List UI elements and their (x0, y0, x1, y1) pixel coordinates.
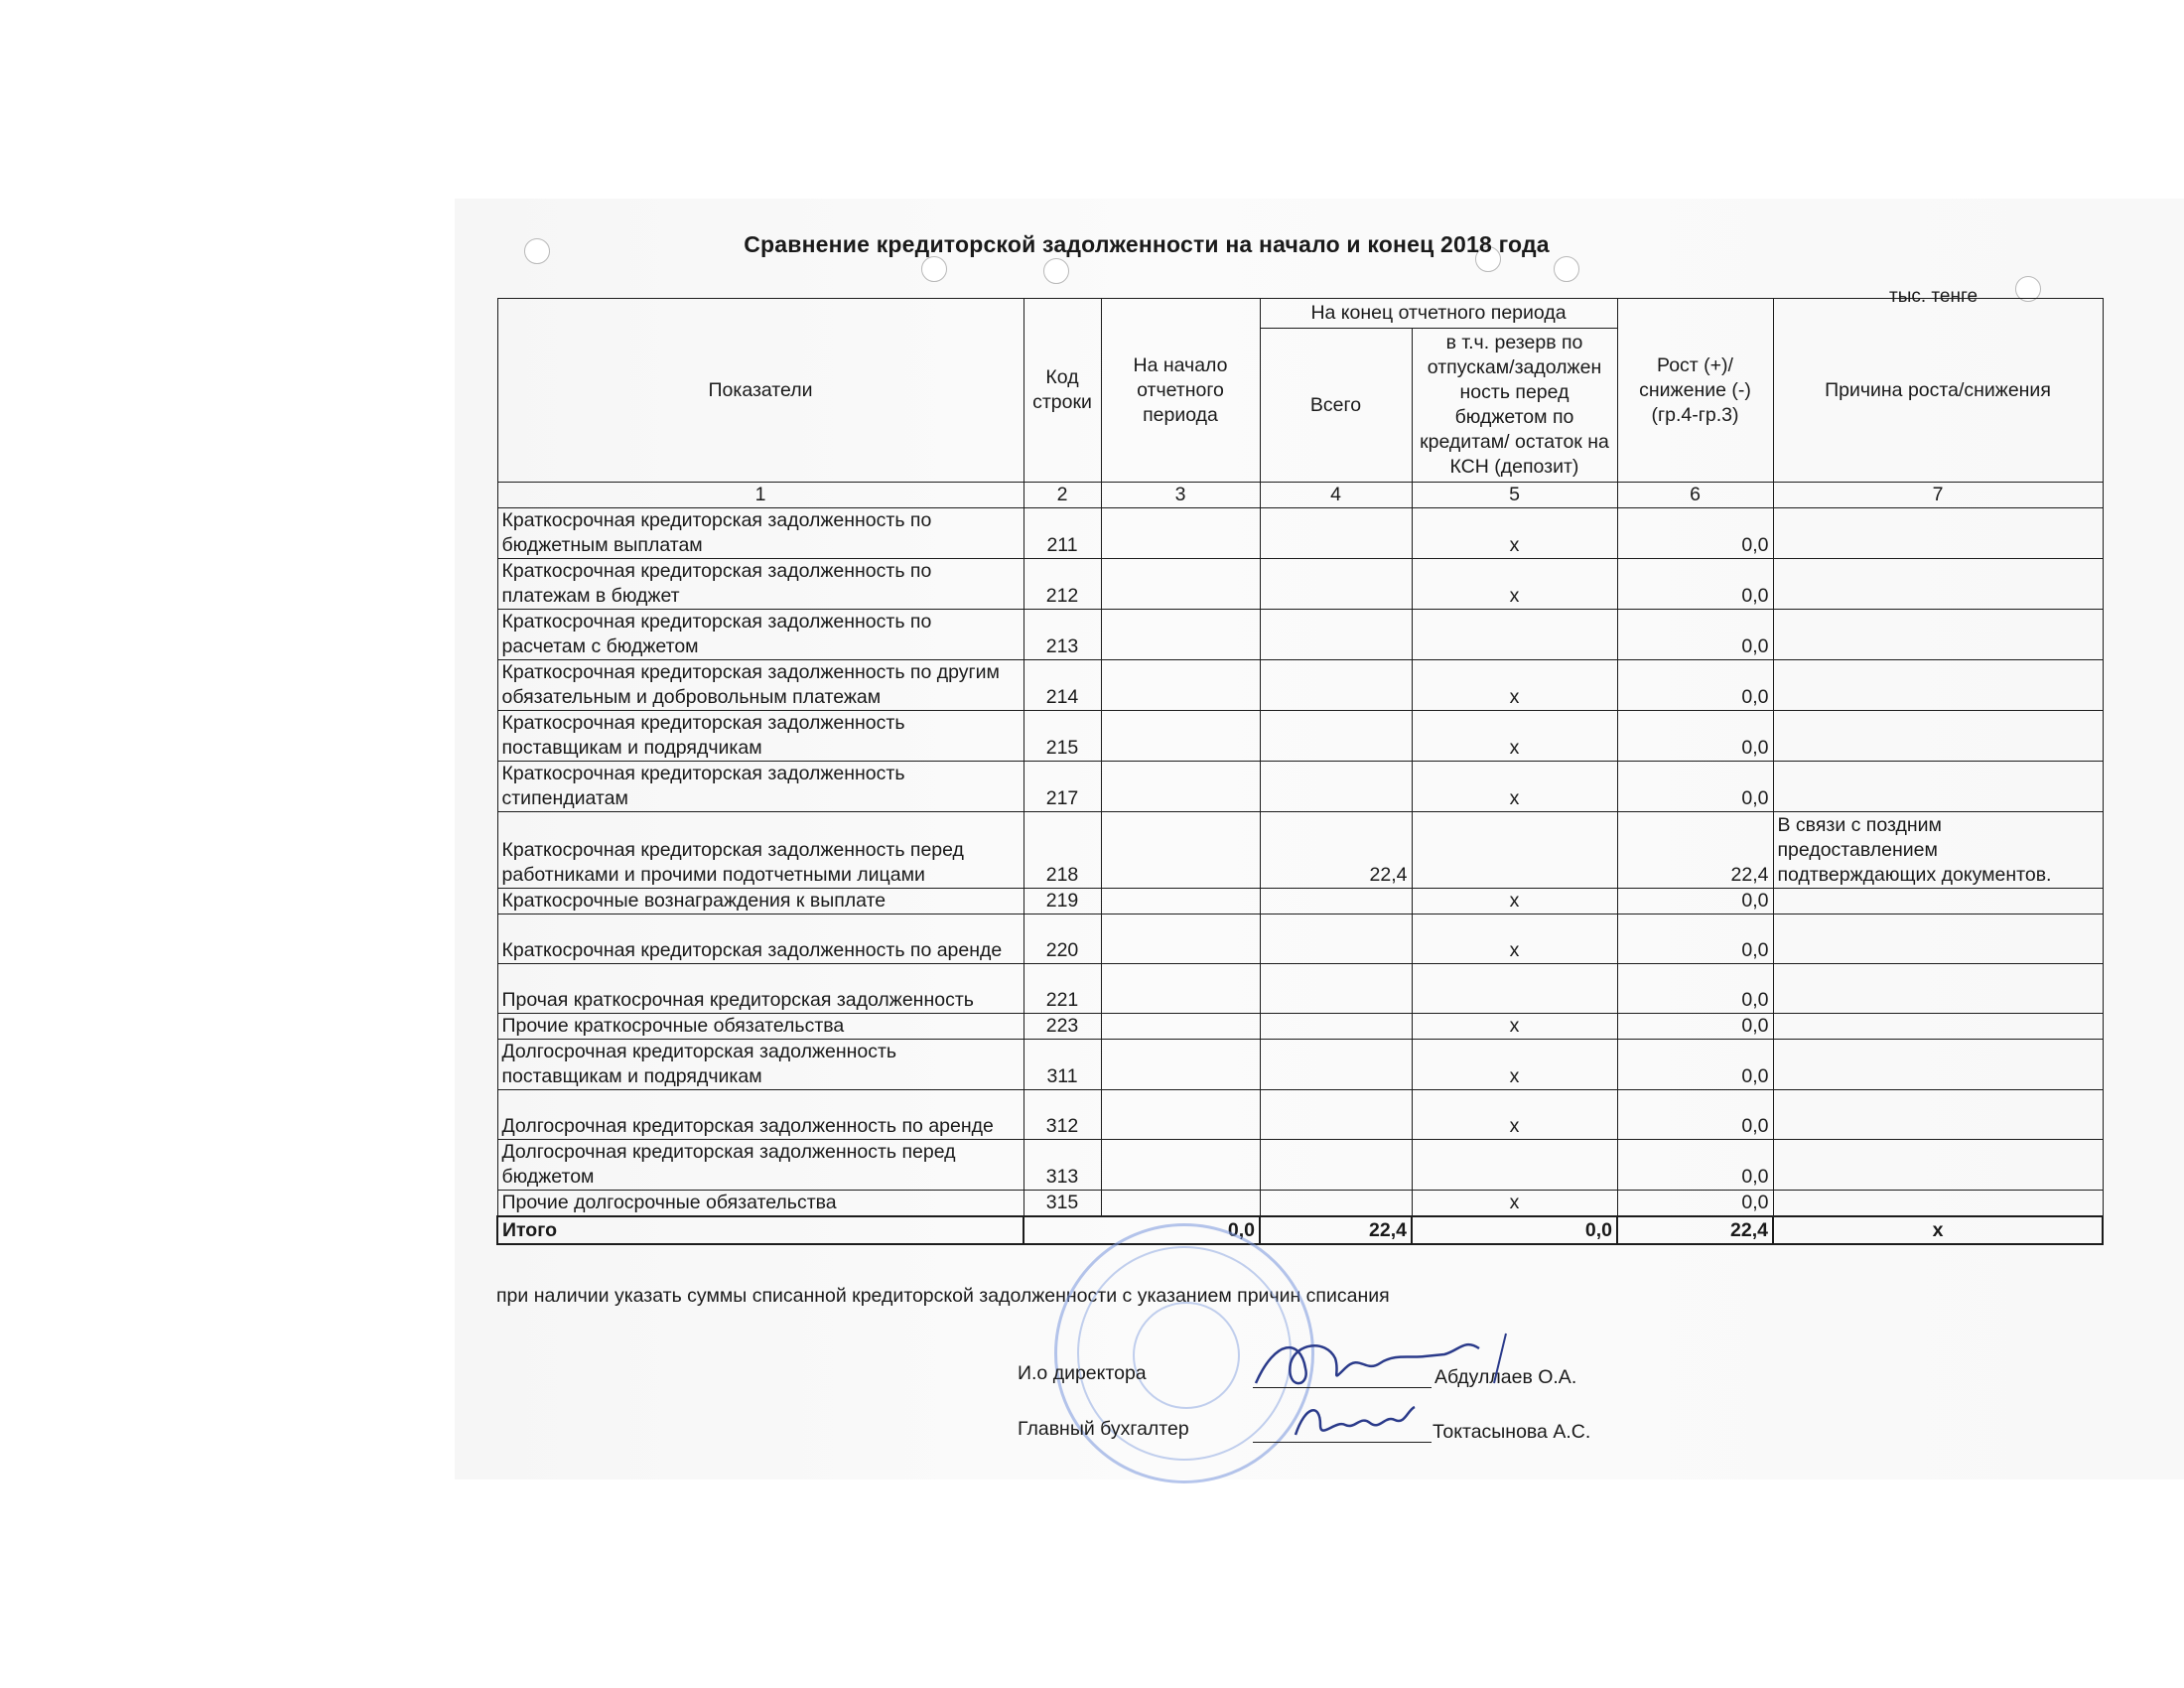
row-reason (1773, 964, 2103, 1014)
row-code: 212 (1024, 559, 1101, 610)
row-start (1101, 1090, 1260, 1140)
row-reserve: x (1412, 914, 1617, 964)
row-start (1101, 889, 1260, 914)
row-change: 0,0 (1617, 1014, 1773, 1040)
row-reserve: x (1412, 660, 1617, 711)
row-code: 223 (1024, 1014, 1101, 1040)
row-reason (1773, 508, 2103, 559)
row-code: 311 (1024, 1040, 1101, 1090)
row-change: 0,0 (1617, 914, 1773, 964)
row-change: 0,0 (1617, 1090, 1773, 1140)
footnote: при наличии указать суммы списанной кредиторской задолженности с указанием причин списания (496, 1285, 1390, 1307)
header-change: Рост (+)/ снижение (-) (гр.4-гр.3) (1617, 299, 1773, 483)
row-end-total (1260, 508, 1412, 559)
row-start (1101, 1040, 1260, 1090)
row-name: Прочие краткосрочные обязательства (497, 1014, 1024, 1040)
row-code: 219 (1024, 889, 1101, 914)
row-end-total: 22,4 (1260, 812, 1412, 889)
accountant-role: Главный бухгалтер (1018, 1418, 1189, 1440)
row-start (1101, 964, 1260, 1014)
column-number: 5 (1412, 483, 1617, 508)
table-row (497, 762, 2103, 812)
seal-emblem (1133, 1302, 1240, 1409)
row-start (1101, 1140, 1260, 1191)
row-name: Краткосрочная кредиторская задолженность по расчетам с бюджетом (497, 610, 1024, 660)
row-reserve: x (1412, 1191, 1617, 1217)
row-code: 315 (1024, 1191, 1101, 1217)
row-change: 0,0 (1617, 1140, 1773, 1191)
report-table-container (496, 298, 2102, 1245)
row-reason (1773, 889, 2103, 914)
row-end-total (1260, 610, 1412, 660)
header-reason: Причина роста/снижения (1773, 299, 2103, 483)
row-start (1101, 1014, 1260, 1040)
table-row (497, 610, 2103, 660)
row-reason (1773, 660, 2103, 711)
row-code: 221 (1024, 964, 1101, 1014)
table-row (497, 889, 2103, 914)
total-row (497, 1216, 2103, 1244)
row-code: 217 (1024, 762, 1101, 812)
column-number-row (497, 483, 2103, 508)
table-row (497, 508, 2103, 559)
row-end-total (1260, 1140, 1412, 1191)
row-end-total (1260, 711, 1412, 762)
row-name: Краткосрочная кредиторская задолженность по другим обязательным и добровольным платежам (497, 660, 1024, 711)
total-label: Итого (497, 1216, 1024, 1244)
row-name: Долгосрочная кредиторская задолженность поставщикам и подрядчикам (497, 1040, 1024, 1090)
table-row (497, 964, 2103, 1014)
row-end-total (1260, 660, 1412, 711)
report-table (496, 298, 2104, 1245)
header-start: На начало отчетного периода (1101, 299, 1260, 483)
row-code: 218 (1024, 812, 1101, 889)
row-name: Краткосрочная кредиторская задолженность поставщикам и подрядчикам (497, 711, 1024, 762)
header-end-reserve: в т.ч. резерв по отпускам/задолжен ность перед бюджетом по кредитам/ остаток на КСН (депозит) (1412, 329, 1617, 483)
column-number: 3 (1101, 483, 1260, 508)
row-reason (1773, 914, 2103, 964)
row-name: Прочие долгосрочные обязательства (497, 1191, 1024, 1217)
row-change: 22,4 (1617, 812, 1773, 889)
row-reason (1773, 762, 2103, 812)
row-change: 0,0 (1617, 1191, 1773, 1217)
table-row (497, 1140, 2103, 1191)
row-change: 0,0 (1617, 711, 1773, 762)
row-start (1101, 1191, 1260, 1217)
row-code: 215 (1024, 711, 1101, 762)
row-start (1101, 610, 1260, 660)
row-reserve: x (1412, 762, 1617, 812)
director-role: И.о директора (1018, 1362, 1147, 1384)
row-change: 0,0 (1617, 889, 1773, 914)
row-name: Долгосрочная кредиторская задолженность перед бюджетом (497, 1140, 1024, 1191)
row-name: Краткосрочная кредиторская задолженность по платежам в бюджет (497, 559, 1024, 610)
table-row (497, 660, 2103, 711)
row-reason (1773, 559, 2103, 610)
units-label: тыс. тенге (1889, 286, 1979, 307)
accountant-name: Токтасынова А.С. (1433, 1421, 1591, 1443)
column-number: 7 (1773, 483, 2103, 508)
table-row (497, 914, 2103, 964)
row-reserve (1412, 1140, 1617, 1191)
row-code: 312 (1024, 1090, 1101, 1140)
row-reserve (1412, 812, 1617, 889)
row-name: Краткосрочная кредиторская задолженность по бюджетным выплатам (497, 508, 1024, 559)
row-name: Прочая краткосрочная кредиторская задолженность (497, 964, 1024, 1014)
row-change: 0,0 (1617, 762, 1773, 812)
row-start (1101, 812, 1260, 889)
row-end-total (1260, 1014, 1412, 1040)
row-end-total (1260, 559, 1412, 610)
row-start (1101, 914, 1260, 964)
row-name: Краткосрочная кредиторская задолженность стипендиатам (497, 762, 1024, 812)
row-change: 0,0 (1617, 660, 1773, 711)
row-reserve: x (1412, 1014, 1617, 1040)
row-end-total (1260, 889, 1412, 914)
row-name: Краткосрочная кредиторская задолженность по аренде (497, 914, 1024, 964)
row-name: Краткосрочная кредиторская задолженность перед работниками и прочими подотчетными лицами (497, 812, 1024, 889)
table-row (497, 1191, 2103, 1217)
row-reserve: x (1412, 559, 1617, 610)
row-end-total (1260, 964, 1412, 1014)
table-row (497, 812, 2103, 889)
row-start (1101, 508, 1260, 559)
row-change: 0,0 (1617, 610, 1773, 660)
row-change: 0,0 (1617, 1040, 1773, 1090)
column-number: 4 (1260, 483, 1412, 508)
row-start (1101, 762, 1260, 812)
row-code: 213 (1024, 610, 1101, 660)
row-end-total (1260, 914, 1412, 964)
punch-hole (1554, 256, 1579, 282)
header-code: Код строки (1024, 299, 1101, 483)
column-number: 6 (1617, 483, 1773, 508)
row-reason (1773, 1191, 2103, 1217)
row-start (1101, 559, 1260, 610)
row-reserve: x (1412, 508, 1617, 559)
table-row (497, 1040, 2103, 1090)
header-end-group: На конец отчетного периода (1260, 299, 1617, 329)
punch-hole (921, 256, 947, 282)
punch-hole (1043, 258, 1069, 284)
header-indicators: Показатели (497, 299, 1024, 483)
table-row (497, 1090, 2103, 1140)
accountant-signature (1291, 1395, 1420, 1445)
total-change: 22,4 (1617, 1216, 1773, 1244)
row-reason (1773, 1140, 2103, 1191)
row-name: Долгосрочная кредиторская задолженность по аренде (497, 1090, 1024, 1140)
row-end-total (1260, 1090, 1412, 1140)
row-end-total (1260, 1191, 1412, 1217)
row-reserve (1412, 964, 1617, 1014)
column-number: 1 (497, 483, 1024, 508)
row-code: 214 (1024, 660, 1101, 711)
header-end-total: Всего (1260, 329, 1412, 483)
row-reserve: x (1412, 711, 1617, 762)
table-row (497, 1014, 2103, 1040)
document-title: Сравнение кредиторской задолженности на начало и конец 2018 года (744, 231, 1550, 257)
row-reserve: x (1412, 1040, 1617, 1090)
total-end-total: 22,4 (1260, 1216, 1412, 1244)
row-reserve (1412, 610, 1617, 660)
total-reserve: 0,0 (1412, 1216, 1617, 1244)
row-end-total (1260, 1040, 1412, 1090)
director-name: Абдуллаев О.А. (1434, 1366, 1577, 1388)
row-reason (1773, 610, 2103, 660)
table-row (497, 559, 2103, 610)
total-start: 0,0 (1024, 1216, 1260, 1244)
row-reason (1773, 1090, 2103, 1140)
row-reserve: x (1412, 1090, 1617, 1140)
row-change: 0,0 (1617, 559, 1773, 610)
table-row (497, 711, 2103, 762)
row-reason (1773, 711, 2103, 762)
row-reason: В связи с поздним предоставлением подтверждающих документов. (1773, 812, 2103, 889)
director-signature (1246, 1329, 1524, 1398)
row-end-total (1260, 762, 1412, 812)
column-number: 2 (1024, 483, 1101, 508)
row-reason (1773, 1040, 2103, 1090)
table-body (497, 483, 2103, 1245)
row-reserve: x (1412, 889, 1617, 914)
row-code: 220 (1024, 914, 1101, 964)
row-code: 313 (1024, 1140, 1101, 1191)
row-start (1101, 711, 1260, 762)
row-change: 0,0 (1617, 964, 1773, 1014)
row-reason (1773, 1014, 2103, 1040)
row-name: Краткосрочные вознаграждения к выплате (497, 889, 1024, 914)
row-code: 211 (1024, 508, 1101, 559)
row-start (1101, 660, 1260, 711)
row-change: 0,0 (1617, 508, 1773, 559)
total-reason: x (1773, 1216, 2103, 1244)
